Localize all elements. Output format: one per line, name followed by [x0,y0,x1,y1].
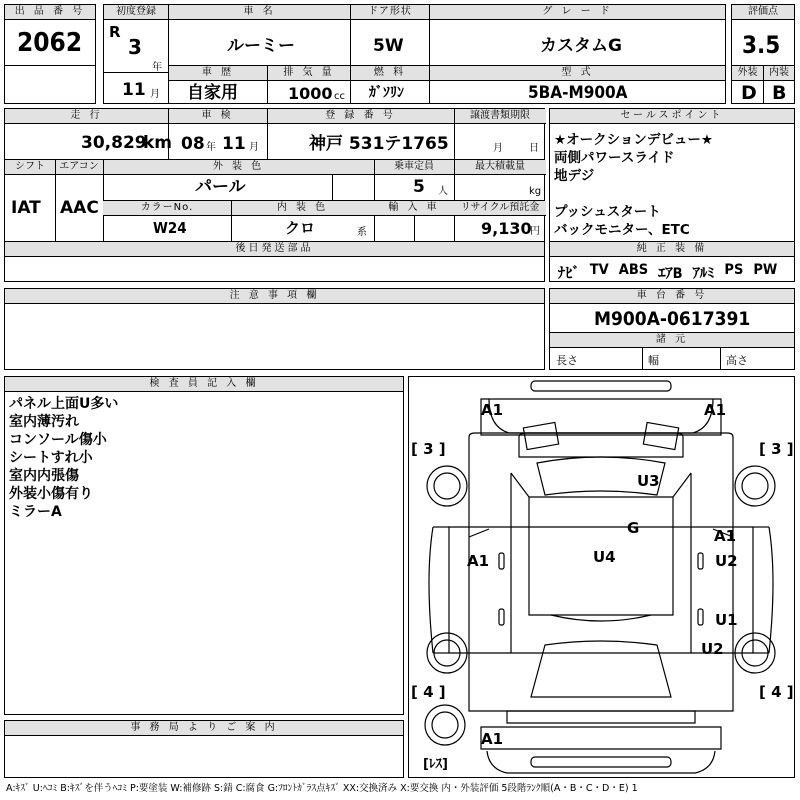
interior-grade: B [772,82,787,104]
selling-points-label: セールスポイント [550,109,794,124]
aircon-label: エアコン [55,160,103,175]
damage-diagram [408,376,795,778]
office-label: 事 務 局 よ り ご 案 内 [5,721,403,736]
mark-a1-rear: A1 [481,730,504,748]
inspector-note: パネル上面U多い [9,396,119,412]
inspection-month-unit: 月 [249,142,259,153]
equipment-list [558,262,777,283]
plate-label: 登 録 番 号 [267,109,454,124]
int-color-value: クロ [285,219,316,237]
mark-u2-right-quarter: U2 [701,640,724,658]
mark-a1-right-side: A1 [714,527,737,545]
model-cell [429,65,726,104]
inspector-label: 検 査 員 記 入 欄 [5,377,403,392]
int-color-label: 内 装 色 [231,201,374,216]
door-label: ドア形状 [351,5,429,20]
selling-point: 地デジ [554,168,595,184]
inspector-note: 室内薄汚れ [9,414,79,430]
int-color-unit: 系 [357,227,367,238]
inspector-box [4,376,404,715]
score-value: 3.5 [742,31,781,59]
first-registration-label: 初度登録 [104,5,168,20]
equipment-label: 純 正 装 備 [550,242,794,257]
model-value: 5BA-M900A [528,83,628,103]
interior-grade-cell [763,65,795,104]
recycle-value: 9,130 [481,219,532,238]
inspection-month: 11 [222,134,246,154]
score-label: 評価点 [732,5,794,20]
mileage-value: 30,829 [81,133,147,153]
height-label: 高さ [726,354,748,367]
ext-color-value: パール [195,177,246,197]
mark-u3-roof: U3 [637,472,660,490]
selling-point: 両側パワースライド [554,150,675,166]
max-load-unit: kg [529,186,542,197]
mark-tire-rear-left: [ 4 ] [411,683,446,701]
door-type: 5W [373,36,404,56]
selling-points-list [554,131,713,239]
later-parts-label: 後日発送部品 [5,242,544,257]
fuel-label: 燃 料 [351,66,429,81]
office-box [4,720,404,778]
selling-point [554,185,713,203]
selling-point: バックモニター、ETC [554,222,690,238]
fuel-value: ｶﾞｿﾘﾝ [369,85,404,101]
inspector-note: 室内内張傷 [9,468,79,484]
inspector-note: ミラーA [9,504,62,520]
transfer-month-unit: 月 [493,143,503,154]
selling-point: ★オークションデビュー★ [554,132,713,148]
mark-a1-front-right: A1 [704,401,727,419]
recycle-unit: 円 [530,226,540,237]
displacement-label: 排 気 量 [268,66,350,81]
registration-month: 11 [122,80,146,100]
mark-tire-front-right: [ 3 ] [759,440,794,458]
length-label: 長さ [556,354,578,367]
score-cell [731,4,795,66]
exterior-grade: D [741,82,757,104]
inspector-note: シートすれ小 [9,450,93,466]
grade-label: グ レ ー ド [430,5,725,20]
capacity-unit: 人 [438,186,448,197]
mark-g-glass: G [627,519,640,537]
inspection-label: 車 検 [168,109,267,124]
max-load-label: 最大積載量 [454,160,546,175]
grade-cell [429,4,726,66]
equipment-item: ｴｱB [658,266,683,282]
mark-spare-tire: [ﾚｽ] [423,757,448,772]
chassis-label: 車 台 番 号 [550,289,794,304]
model-label: 型 式 [430,66,725,81]
mark-u2-right-front: U2 [715,552,738,570]
lot-number-blank [4,65,96,104]
selling-point: プッシュスタート [554,204,661,220]
displacement-cell [267,65,351,104]
plate-value: 神戸 531テ1765 [309,134,449,154]
notes-box [4,288,545,370]
displacement-unit: cc [334,91,345,102]
fuel-cell [350,65,430,104]
inspector-notes [9,395,118,521]
color-no-value: W24 [153,219,187,237]
capacity-value: 5 [413,177,425,197]
mileage-label: 走 行 [5,109,168,124]
shift-value: IAT [11,198,41,218]
transfer-day-unit: 日 [529,143,539,154]
color-no-label: カラーNo. [103,201,231,216]
shift-label: シフト [5,160,55,175]
chassis-number: M900A-0617391 [594,308,751,330]
lot-number-label: 出 品 番 号 [5,5,95,20]
inspection-year-unit: 年 [206,142,216,153]
mark-u4-center: U4 [593,548,616,566]
mark-a1-left-side: A1 [467,552,490,570]
spec-label: 諸 元 [550,333,794,348]
inspection-year: 08 [181,134,205,154]
lot-number-cell [4,4,96,66]
selling-points-box [549,108,795,282]
inspector-note: コンソール傷小 [9,432,107,448]
ext-color-label: 外 装 色 [103,160,374,175]
history-cell [168,65,268,104]
exterior-grade-cell [731,65,764,104]
transfer-label: 譲渡書類期限 [454,109,546,124]
month-unit: 月 [150,89,160,100]
car-name: ルーミー [227,36,295,56]
equipment-item: TV [589,262,609,278]
mark-tire-front-left: [ 3 ] [411,440,446,458]
history-value: 自家用 [187,83,238,103]
aircon-value: AAC [60,198,99,218]
mileage-unit: km [143,133,173,153]
car-outline-drawing [409,377,796,779]
header-section [4,4,795,104]
mark-a1-front-left: A1 [481,401,504,419]
width-label: 幅 [648,354,659,367]
equipment-item: ABS [618,262,649,278]
equipment-item: ﾅﾋﾞ [558,266,580,282]
history-label: 車 歴 [169,66,267,81]
equipment-item: ｱﾙﾐ [692,266,715,282]
inspector-note: 外装小傷有り [9,486,93,502]
interior-label: 内装 [764,66,794,81]
era-prefix: R [109,23,121,41]
equipment-item: PS [724,262,744,278]
grade-value: カスタムG [540,36,622,56]
capacity-label: 乗車定員 [374,160,454,175]
displacement-value: 1000 [288,84,333,103]
chassis-box [549,288,795,370]
legend-text: A:ｷｽﾞ U:ﾍｺﾐ B:ｷｽﾞを伴うﾍｺﾐ P:要塗装 W:補修跡 S:錆 C:腐食 G:ﾌﾛﾝﾄｶﾞﾗｽ点ｷｽﾞ XX:交換済み X:要交換 内・外装評価 5段階ﾗﾝｸ順(A・B・C・D・E) 1 [6,783,638,794]
year-unit: 年 [152,62,162,73]
mark-u1-right-rear: U1 [715,611,738,629]
door-cell [350,4,430,66]
exterior-label: 外装 [732,66,763,81]
info-block [4,108,545,282]
car-name-cell [168,4,351,66]
equipment-item: PW [753,262,778,278]
lot-number: 2062 [17,28,83,58]
mark-tire-rear-right: [ 4 ] [759,683,794,701]
car-name-label: 車 名 [169,5,350,20]
first-registration-cell [103,4,169,104]
recycle-label: リサイクル預託金 [454,201,546,216]
import-label: 輸 入 車 [374,201,454,216]
notes-label: 注 意 事 項 欄 [5,289,544,304]
registration-year: 3 [128,35,142,59]
